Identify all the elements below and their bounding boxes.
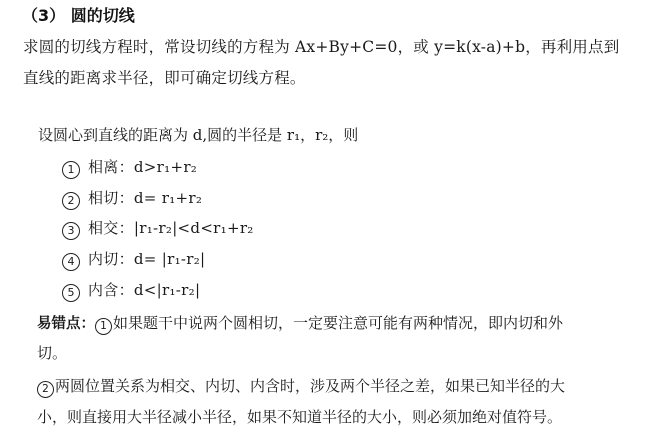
intro-line-1: 求圆的切线方程时，常设切线的方程为 Ax+By+C=0，或 y=k(x-a)+b，再利用点到 bbox=[23, 38, 620, 56]
case-text: 相交：|r₁-r₂|<d<r₁+r₂ bbox=[88, 219, 254, 237]
circled-number-4: 4 bbox=[62, 253, 80, 271]
circled-number-3: 3 bbox=[62, 222, 80, 240]
case-text: 相离：d>r₁+r₂ bbox=[88, 158, 198, 176]
intro-line-2: 直线的距离求半径，即可确定切线方程。 bbox=[23, 69, 306, 87]
circled-number-tip-1: 1 bbox=[95, 318, 112, 335]
section-title: （3） 圆的切线 bbox=[22, 6, 135, 25]
tip-text: 如果题干中说两个圆相切，一定要注意可能有两种情况，即内切和外 bbox=[113, 314, 564, 332]
setup-text: 设圆心到直线的距离为 d,圆的半径是 r₁，r₂，则 bbox=[38, 126, 359, 144]
case-item-internal-tangent bbox=[62, 252, 205, 270]
circled-number-2: 2 bbox=[62, 192, 80, 210]
case-text: 相切：d= r₁+r₂ bbox=[88, 189, 203, 207]
case-item-separate bbox=[62, 160, 197, 178]
case-text: 内切：d= |r₁-r₂| bbox=[88, 250, 206, 268]
circled-number-tip-2: 2 bbox=[37, 381, 54, 398]
case-item-intersect bbox=[62, 221, 254, 239]
tip-line-1 bbox=[37, 316, 563, 334]
tip-line-3 bbox=[37, 379, 565, 397]
tip-text: 两圆位置关系为相交、内切、内含时，涉及两个半径之差，如果已知半径的大 bbox=[55, 377, 566, 395]
tip-line-2: 切。 bbox=[37, 344, 68, 362]
circled-number-5: 5 bbox=[62, 284, 80, 302]
case-text: 内含：d<|r₁-r₂| bbox=[88, 281, 201, 299]
case-item-contained bbox=[62, 283, 200, 301]
tip-line-4: 小，则直接用大半径减小半径，如果不知道半径的大小，则必须加绝对值符号。 bbox=[37, 408, 563, 426]
circled-number-1: 1 bbox=[62, 161, 80, 179]
tip-lead-label: 易错点： bbox=[37, 316, 95, 332]
case-item-tangent bbox=[62, 191, 202, 209]
